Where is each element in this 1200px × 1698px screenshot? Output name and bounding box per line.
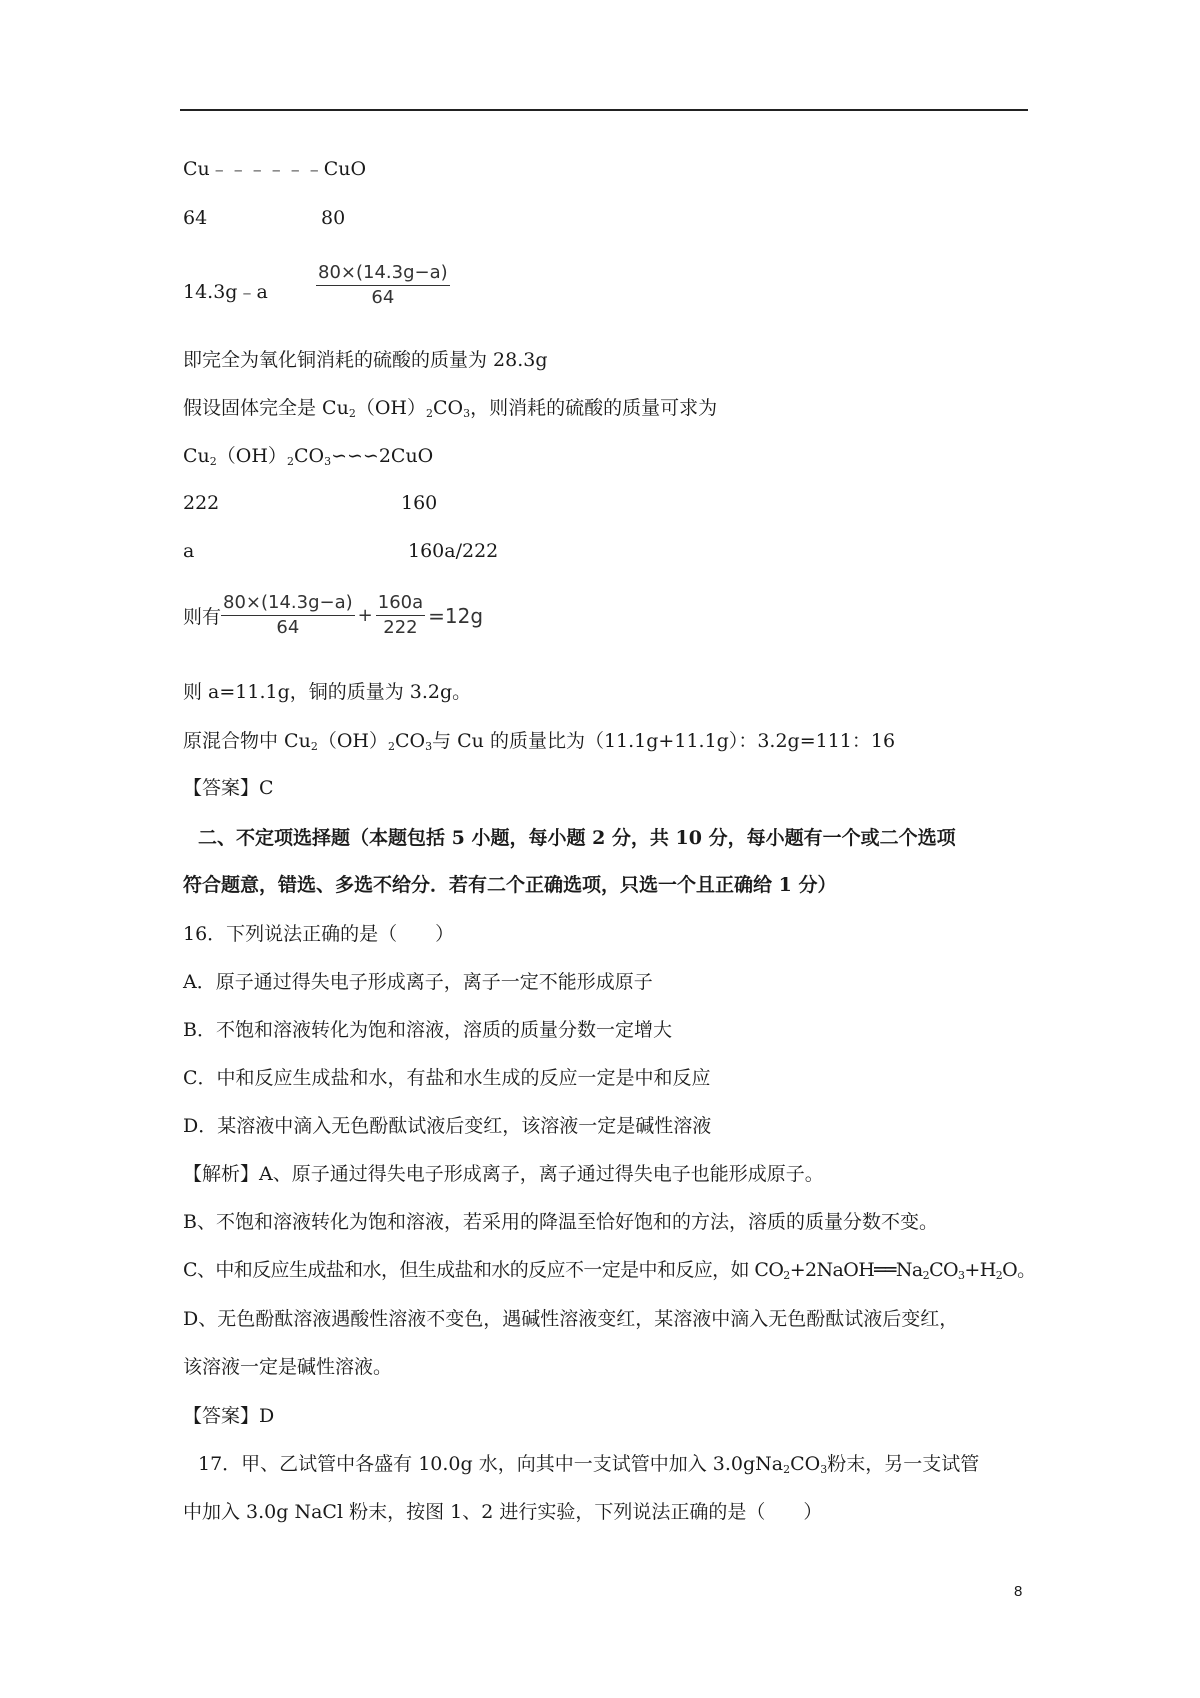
fraction: $\frac{80\times(14.3g-a)}{64}$ (318, 262, 448, 308)
option-d: D．某溶液中滴入无色酚酞试液后变红，该溶液一定是碱性溶液 (183, 1115, 712, 1137)
option-a: A．原子通过得失电子形成离子，离子一定不能形成原子 (183, 971, 653, 993)
header-rule (180, 109, 1028, 111)
analysis: 该溶液一定是碱性溶液。 (183, 1356, 393, 1378)
answer: 【答案】C (183, 777, 274, 799)
page-number: 8 (1014, 1583, 1023, 1600)
option-b: B．不饱和溶液转化为饱和溶液，溶质的质量分数一定增大 (183, 1019, 672, 1041)
text-line: 14.3g﹣a (183, 281, 268, 303)
analysis: 【解析】A、原子通过得失电子形成离子，离子通过得失电子也能形成原子。 (183, 1163, 824, 1185)
question-17: 中加入 3.0g NaCl 粉末，按图 1、2 进行实验，下列说法正确的是（ ） (183, 1501, 823, 1523)
question-16: 16．下列说法正确的是（ ） (183, 923, 455, 945)
text-line: Cu﹣﹣﹣﹣﹣﹣CuO (183, 158, 367, 180)
text-line: 则 a=11.1g，铜的质量为 3.2g。 (183, 681, 472, 703)
text-line: 64 80 (183, 207, 346, 229)
text-line: 即完全为氧化铜消耗的硫酸的质量为 28.3g (183, 349, 548, 371)
text-line: $Cu_2(OH)_2CO_3∽∽∽2CuO$ (183, 445, 434, 468)
answer: 【答案】D (183, 1405, 275, 1427)
text-line: 222 160 (183, 492, 438, 514)
question-17: 17．甲、乙试管中各盛有 10.0g 水，向其中一支试管中加入 $3.0gNa_2CO_3$粉末，另一支试管 (198, 1453, 980, 1476)
text-line: 原混合物中 $Cu_2(OH)_2CO_3$与 Cu 的质量比为（11.1g+11.1g）：3.2g=111：16 (183, 730, 896, 753)
text-line: 假设固体完全是 $Cu_2(OH)_2CO_3$，则消耗的硫酸的质量可求为 (183, 397, 718, 420)
analysis: D、无色酚酞溶液遇酸性溶液不变色，遇碱性溶液变红，某溶液中滴入无色酚酞试液后变红， (183, 1308, 959, 1330)
text-line: a 160a/222 (183, 540, 499, 562)
equation: 则有 $\frac{80\times(14.3g-a)}{64}$ + $\frac{160a}{222}$ =12g (183, 592, 484, 638)
section-heading: 符合题意，错选、多选不给分．若有二个正确选项，只选一个且正确给 1 分） (183, 874, 837, 896)
analysis: B、不饱和溶液转化为饱和溶液，若采用的降温至恰好饱和的方法，溶质的质量分数不变。 (183, 1211, 938, 1233)
section-heading: 二、不定项选择题（本题包括 5 小题，每小题 2 分，共 10 分，每小题有一个或二个选项 (198, 827, 956, 849)
analysis: C、中和反应生成盐和水，但生成盐和水的反应不一定是中和反应，如 $CO_2+2NaOH══Na_2CO_3+H_2O$。 (183, 1259, 1036, 1282)
fraction: $\frac{80\times(14.3g-a)}{64}$ (223, 592, 353, 638)
fraction: $\frac{160a}{222}$ (377, 592, 424, 638)
option-c: C．中和反应生成盐和水，有盐和水生成的反应一定是中和反应 (183, 1067, 711, 1089)
